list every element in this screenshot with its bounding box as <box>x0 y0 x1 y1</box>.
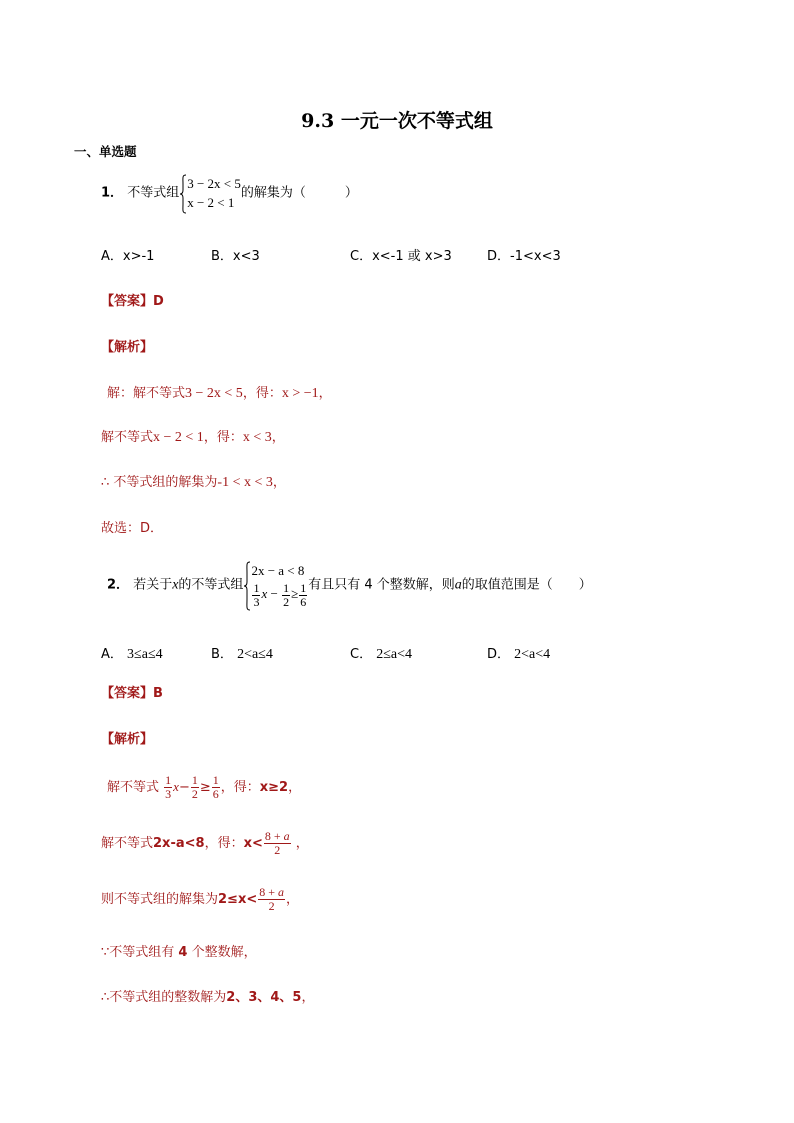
option-a: A． 3≤a≤4 <box>101 647 163 662</box>
brace-icon <box>179 174 187 214</box>
inequality-system: 3 − 2x < 5 x − 2 < 1 <box>179 174 241 212</box>
question-1: 1． 不等式组 3 − 2x < 5 x − 2 < 1 的解集为（ ） <box>101 174 358 212</box>
q1-step-3: ∴ 不等式组的解集为-1 < x < 3， <box>101 475 286 490</box>
option-a: A．x>-1 <box>101 249 155 264</box>
q1-step-1: 解：解不等式3 − 2x < 5，得：x > −1， <box>107 386 332 401</box>
answer-1: 【答案】D <box>101 294 164 309</box>
inequality-system: 2x − a < 8 $\frac{1}{3}$ x − $\frac{1}{2}$ ≥ $\frac{1}{6}$ <box>243 561 308 609</box>
answer-2: 【答案】B <box>101 686 163 701</box>
q2-step-1: 解不等式 $\frac{1}{3}$ x− $\frac{1}{2}$ ≥ $\frac{1}{6}$ ，得：x≥2， <box>107 773 302 801</box>
analysis-label-2: 【解析】 <box>101 732 154 747</box>
option-d: D． 2<a<4 <box>487 647 551 662</box>
q2-step-3: 则不等式组的解集为2≤x< $\frac{8 + a}{2}$ ， <box>101 885 300 913</box>
option-c: C．x<-1 或 x>3 <box>350 249 452 264</box>
q1-step-4: 故选：D． <box>101 521 164 536</box>
question-2: 2． 若关于x的不等式组 2x − a < 8 $\frac{1}{3}$ x − $\frac{1}{2}$ ≥ $\frac{1}{6}$ 有且只有 4 个整数解，则a的取值范围是（ ） <box>107 561 592 609</box>
q2-step-2: 解不等式2x-a<8，得：x< $\frac{8 + a}{2}$ ， <box>101 829 309 857</box>
q2-step-4: ∵不等式组有 4 个整数解， <box>101 945 257 960</box>
brace-icon <box>243 561 251 611</box>
option-b: B．x<3 <box>211 249 260 264</box>
q1-step-2: 解不等式x − 2 < 1，得：x < 3， <box>101 430 285 445</box>
section-heading: 一、单选题 <box>74 144 137 159</box>
q2-step-5: ∴不等式组的整数解为2、3、4、5， <box>101 990 315 1005</box>
option-c: C． 2≤a<4 <box>350 647 413 662</box>
page-title: 9.3 一元一次不等式组 <box>301 110 493 132</box>
option-b: B． 2<a≤4 <box>211 647 273 662</box>
option-d: D．-1<x<3 <box>487 249 561 264</box>
analysis-label-1: 【解析】 <box>101 340 154 355</box>
